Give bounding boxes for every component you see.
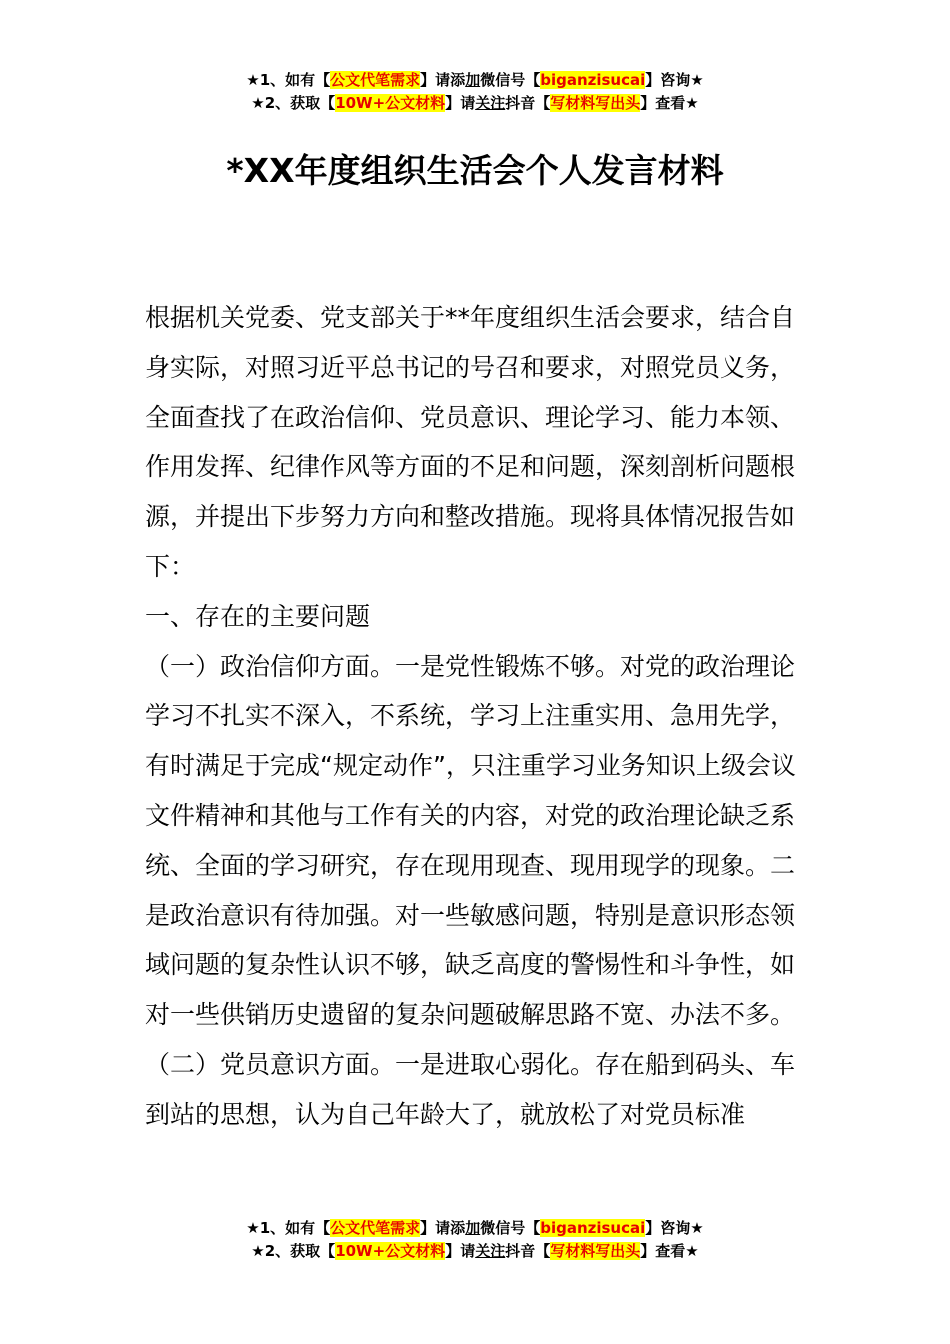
promo-highlight: 公文代笔需求 (330, 71, 421, 89)
promo-highlight-wechat-id: biganzisucai (540, 71, 646, 89)
paragraph-political-belief: （一）政治信仰方面。一是党性锻炼不够。对党的政治理论学习不扎实不深入，不系统，学习上注重实用、急用先学，有时满足于完成“规定动作”，只注重学习业务知识上级会议文件精神和其他与工作有关的内容，对党的政治理论缺乏系统、全面的学习研究，存在现用现查、现用现学的现象。二是政治意识有待加强。对一些敏感问题，特别是意识形态领域问题的复杂性认识不够，缺乏高度的警惕性和斗争性，如对一些供销历史遗留的复杂问题破解思路不宽、办法不多。 (145, 651, 796, 1030)
promo-highlight: 10W+公文材料 (335, 94, 446, 112)
promo-highlight-wechat-id: biganzisucai (540, 1219, 646, 1237)
document-title: *XX年度组织生活会个人发言材料 (226, 151, 724, 190)
promo-header (0, 69, 950, 115)
promo-highlight: 公文代笔需求 (330, 1219, 421, 1237)
section-heading: 一、存在的主要问题 (145, 601, 371, 631)
paragraph-party-awareness: （二）党员意识方面。一是进取心弱化。存在船到码头、车到站的思想，认为自己年龄大了，就放松了对党员标准 (145, 1049, 796, 1129)
promo-footer (0, 1217, 950, 1263)
promo-highlight-account: 写材料写出头 (550, 1242, 641, 1260)
document-body (145, 293, 810, 1140)
promo-highlight: 10W+公文材料 (335, 1242, 446, 1260)
promo-line-1: ★1、如有【公文代笔需求】请添加微信号【biganzisucai】咨询★ (246, 71, 704, 89)
paragraph-intro: 根据机关党委、党支部关于**年度组织生活会要求，结合自身实际，对照习近平总书记的号召和要求，对照党员义务，全面查找了在政治信仰、党员意识、理论学习、能力本领、作用发挥、纪律作风等方面的不足和问题，深刻剖析问题根源，并提出下步努力方向和整改措施。现将具体情况报告如下： (145, 303, 796, 581)
promo-highlight-account: 写材料写出头 (550, 94, 641, 112)
promo-line-2: ★2、获取【10W+公文材料】请关注抖音【写材料写出头】查看★ (251, 1242, 699, 1260)
promo-line-1: ★1、如有【公文代笔需求】请添加微信号【biganzisucai】咨询★ (246, 1219, 704, 1237)
promo-line-2: ★2、获取【10W+公文材料】请关注抖音【写材料写出头】查看★ (251, 94, 699, 112)
